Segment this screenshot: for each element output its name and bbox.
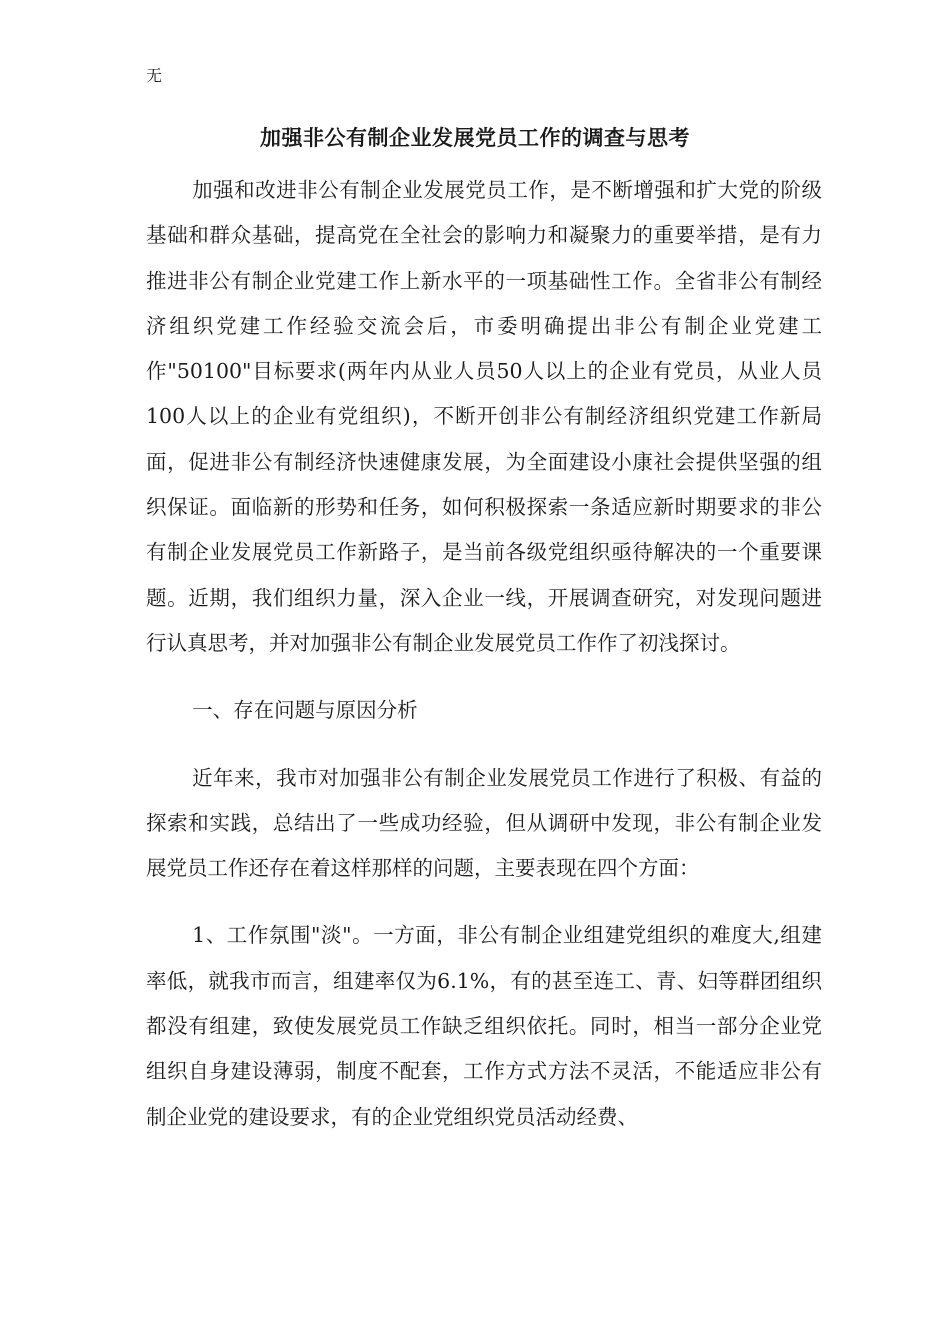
- paragraph-gap: [146, 666, 822, 688]
- section-intro-paragraph: 近年来，我市对加强非公有制企业发展党员工作进行了积极、有益的探索和实践，总结出了一些成功经验，但从调研中发现，非公有制企业发展党员工作还存在着这样那样的问题，主要表现在四个方面：: [146, 765, 822, 881]
- header-mark: 无: [146, 66, 163, 85]
- item-paragraph: 1、工作氛围"淡"。一方面，非公有制企业组建党组织的难度大,组建率低，就我市而言，组建率仅为6.1%，有的甚至连工、青、妇等群团组织都没有组建，致使发展党员工作缺乏组织依托。同时，相当一部分企业党组织自身建设薄弱，制度不配套，工作方式方法不灵活，不能适应非公有制企业党的建设要求，有的企业党组织党员活动经费、: [146, 923, 822, 1129]
- document-title: 加强非公有制企业发展党员工作的调查与思考: [260, 125, 690, 150]
- document-body: [146, 168, 822, 1140]
- intro-paragraph: 加强和改进非公有制企业发展党员工作，是不断增强和扩大党的阶级基础和群众基础，提高党在全社会的影响力和凝聚力的重要举措，是有力推进非公有制企业党建工作上新水平的一项基础性工作。全省非公有制经济组织党建工作经验交流会后，市委明确提出非公有制企业党建工作"50100"目标要求(两年内从业人员50人以上的企业有党员，从业人员100人以上的企业有党组织)，不断开创非公有制经济组织党建工作新局面，促进非公有制经济快速健康发展，为全面建设小康社会提供坚强的组织保证。面临新的形势和任务，如何积极探索一条适应新时期要求的非公有制企业发展党员工作新路子，是当前各级党组织亟待解决的一个重要课题。近期，我们组织力量，深入企业一线，开展调查研究，对发现问题进行认真思考，并对加强非公有制企业发展党员工作作了初浅探讨。: [146, 178, 822, 655]
- paragraph-gap: [146, 891, 822, 913]
- paragraph-gap: [146, 734, 822, 756]
- section-heading: 一、存在问题与原因分析: [192, 698, 418, 723]
